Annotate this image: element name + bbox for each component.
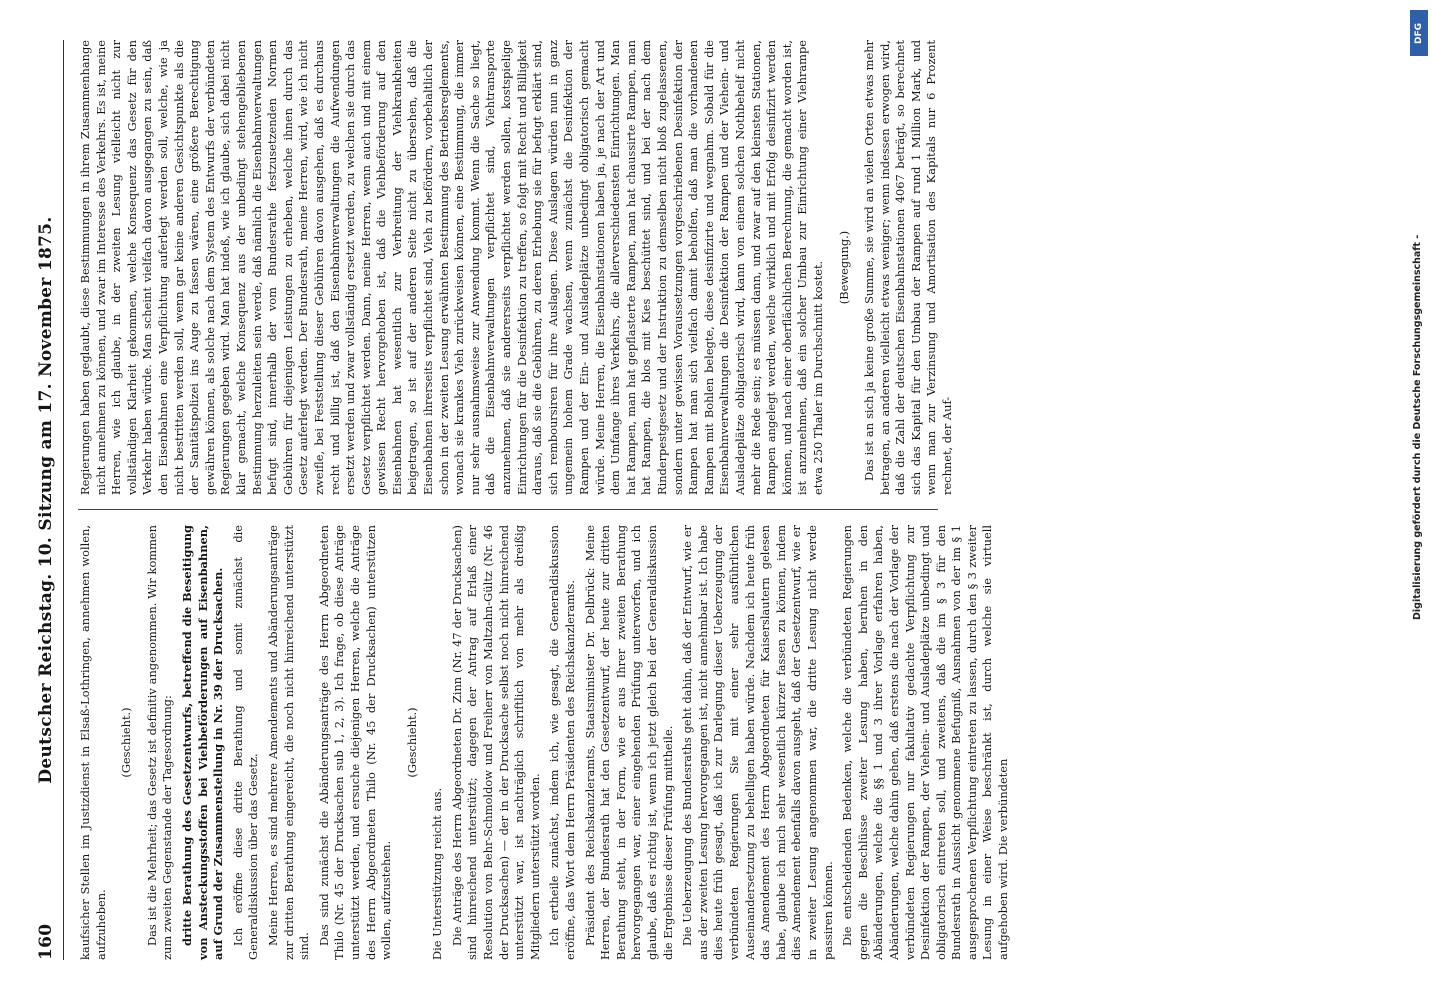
- page-number: 160: [36, 923, 56, 960]
- left-column: [78, 525, 1011, 960]
- agenda-item: dritte Berathung des Gesetzentwurfs, betreffend die Beseitigung von Ansteckungsstoffen bei Viehbeförderungen auf Eisenbahnen, auf Grund der Zusammenstellung in Nr. 39 der Drucksachen.: [179, 525, 226, 960]
- paragraph: Die entscheidenden Bedenken, welche die verbündeten Regierungen gegen die Beschlüsse zweiter Lesung haben, beruhen in den Abänderungen, welche die §§ 1 und 3 ihrer Vorlage erfahren haben, Abänderungen, welche dahin gehen, daß erstens die nach der Vorlage der verbündeten Regierungen nur fakultativ gedachte Verpflichtung zur Desinfektion der Rampen, der Viehein- und Ausladeplätze unbedingt und obligatorisch eintreten soll, und zweitens, daß die im § 3 für den Bundesrath in Aussicht genommene Befugniß, Ausnahmen von der im § 1 ausgesprochenen Verpflichtung eintreten zu lassen, durch den § 3 zweiter Lesung in einer Weise beschränkt ist, durch welche sie virtuell aufgehoben wird. Die verbündeten: [840, 525, 1011, 960]
- paragraph: Ich ertheile zunächst, indem ich, wie gesagt, die Generaldiskussion eröffne, das Wort dem Herrn Präsidenten des Reichskanzleramts.: [547, 525, 578, 960]
- stage-direction: (Bewegung.): [836, 230, 851, 305]
- page-title: Deutscher Reichstag. 10. Sitzung am 17. November 1875.: [36, 216, 56, 784]
- right-column: [78, 40, 955, 495]
- credit-text: Digitalisierung gefördert durch die Deutsche Forschungsgemeinschaft -: [1412, 234, 1423, 620]
- digitization-credit: [1408, 0, 1432, 1000]
- paragraph: Ich eröffne diese dritte Berathung und somit zunächst die Generaldiskussion über das Gesetz.: [230, 525, 261, 960]
- speech-paragraph: Präsident des Reichskanzleramts, Staatsminister Dr. Delbrück: Meine Herren, der Bundesrath hat den Gesetzentwurf, der heute zur dritten Berathung steht, in der Form, wie er aus Ihrer zweiten Berathung hervorgegangen war, einer eingehenden Prüfung unterworfen, und ich glaube, daß es richtig ist, wenn ich jetzt gleich bei der Generaldiskussion die Ergebnisse dieser Prüfung mittheile.: [582, 525, 675, 960]
- paragraph: kaufsicher Stellen im Justizdienst in Elsaß-Lothringen, annehmen wollen, aufzuheben.: [78, 525, 108, 960]
- header-rule: [63, 40, 64, 960]
- dfg-logo: DFG: [1410, 10, 1428, 56]
- paragraph: Das ist die Mehrheit; das Gesetz ist definitiv angenommen. Wir kommen zum zweiten Gegenstande der Tagesordnung:: [144, 525, 175, 960]
- paragraph: Die Ueberzeugung des Bundesraths geht dahin, daß der Entwurf, wie er aus der zweiten Lesung hervorgegangen ist, nicht annehmbar ist. Ich habe dies heute früh gesagt, daß ich zur Darlegung dieser Ueberzeugung der verbündeten Regierungen Sie mit einer sehr ausführlichen Auseinandersetzung zu behelligen haben würde. Nachdem ich heute früh das Amendement des Herrn Abgeordneten für Kaiserslautern gelesen habe, glaube ich mich sehr wesentlich kürzer fassen zu können, indem dies Amendement ebenfalls davon ausgeht, daß der Gesetzentwurf, wie er in zweiter Lesung angenommen war, die dritte Lesung nicht werde passiren können.: [680, 525, 835, 960]
- paragraph: Die Anträge des Herrn Abgeordneten Dr. Zinn (Nr. 47 der Drucksachen) sind hinreichend unterstützt; dagegen der Antrag auf Erlaß einer Resolution von Behr-Schmoldow und Freiherr von Maltzahn-Gültz (Nr. 46 der Drucksachen) — der in der Drucksache selbst noch nicht hinreichend unterstützt war, ist nachträglich schriftlich von mehr als dreißig Mitgliedern unterstützt worden.: [449, 525, 542, 960]
- paragraph: Die Unterstützung reicht aus.: [430, 787, 445, 960]
- page-header: [30, 40, 58, 960]
- paragraph: Regierungen haben geglaubt, diese Bestimmungen in ihrem Zusammenhange nicht annehmen zu können, und zwar im Interesse des Verkehrs. Es ist, meine Herren, wie ich glaube, in der zweiten Lesung vielleicht nicht zur vollständigen Klarheit gekommen, welche Konsequenz das Gesetz für den Verkehr haben würde. Man scheint vielfach davon ausgegangen zu sein, daß den Eisenbahnen eine Verpflichtung auferlegt werden soll, welche, wie ja nicht bestritten werden soll, wenn gar keine anderen Gesichtspunkte als die der Sanitätspolizei ins Auge zu fassen wären, eine größere Berechtigung gewähren können, als solche nach dem System des Entwurfs der verbündeten Regierungen gegeben wird. Man hat indeß, wie ich glaube, sich dabei nicht klar gemacht, welche Konsequenz aus der unbedingt stehengebliebenen Bestimmung herzuleiten sein werde, daß nämlich die Eisenbahnverwaltungen befugt sind, innerhalb der vom Bundesrathe festzusetzenden Normen Gebühren für diejenigen Leistungen zu erheben, welche ihnen durch das Gesetz auferlegt werden. Der Bundesrath, meine Herren, wird, wie ich nicht zweifle, bei Feststellung dieser Gebühren davon ausgehen, daß es durchaus recht und billig ist, daß den Eisenbahnverwaltungen die Aufwendungen ersetzt werden und zwar vollständig ersetzt werden, zu welchen sie durch das Gesetz verpflichtet werden. Dann, meine Herren, wenn auch und mit einem gewissen Recht hervorgehoben ist, daß die Viehbeförderung auf den Eisenbahnen hat wesentlich zur Verbreitung der Viehkrankheiten beigetragen, so ist auf der anderen Seite nicht zu übersehen, daß die Eisenbahnen ihrerseits verpflichtet sind, Vieh zu befördern, vorbehaltlich der schon in der zweiten Lesung erwähnten Bestimmung des Betriebsreglements, wonach sie krankes Vieh zurückweisen können, eine Bestimmung, die immer nur sehr ausnahmsweise zur Anwendung kommt. Wenn die Sache so liegt, daß die Eisenbahnverwaltungen verpflichtet sind, Viehtransporte anzunehmen, daß sie andererseits verpflichtet werden sollen, kostspielige Einrichtungen für die Desinfektion zu treffen, so folgt mit Recht und Billigkeit daraus, daß sie die Gebühren, zu deren Erhebung sie für befugt erklärt sind, sich remboursiren für ihre Auslagen. Diese Auslagen würden nun in ganz ungemein hohem Grade wachsen, wenn zunächst die Desinfektion der Rampen und der Ein- und Ausladeplätze unbedingt obligatorisch gemacht würde. Meine Herren, die Eisenbahnstationen haben ja, je nach der Art und dem Umfange ihres Verkehrs, die allerverschiedensten Einrichtungen. Man hat Rampen, man hat gepflasterte Rampen, man hat chaussirte Rampen, man hat Rampen, die blos mit Kies beschüttet sind, und bei der nach dem Rinderpestgesetz und der Instruktion zu demselben nicht bloß zugelassenen, sondern unter gewissen Voraussetzungen vorgeschriebenen Desinfektion der Rampen hat man sich vielfach damit beholfen, daß man die vorhandenen Rampen mit Bohlen belegte, diese desinfizirte und wegnahm. Sobald für die Eisenbahnverwaltungen die Desinfektion der Rampen und der Viehein- und Ausladeplätze obligatorisch wird, kann von einem solchen Nothbehelf nicht mehr die Rede sein; es müssen dann, und zwar auf den kleinsten Stationen, Rampen angelegt werden, welche wirklich und mit Erfolg desinfizirt werden können, und nach einer oberflächlichen Berechnung, die gemacht worden ist, ist anzunehmen, daß ein solcher Umbau zur Einrichtung einer Viehrampe etwa 250 Thaler im Durchschnitt kostet.: [78, 40, 825, 495]
- paragraph: Das sind zunächst die Abänderungsanträge des Herrn Abgeordneten Thilo (Nr. 45 der Drucksachen sub 1, 2, 3). Ich frage, ob diese Anträge unterstützt werden, und ersuche diejenigen Herren, welche die Anträge des Herrn Abgeordneten Thilo (Nr. 45 der Drucksachen) unterstützen wollen, aufzustehen.: [316, 525, 394, 960]
- paragraph: Meine Herren, es sind mehrere Amendements und Abänderungsanträge zur dritten Berathung eingereicht, die noch nicht hinreichend unterstützt sind.: [265, 525, 312, 960]
- paragraph: Das ist an sich ja keine große Summe, sie wird an vielen Orten etwas mehr betragen, an anderen vielleicht etwas weniger; wenn indessen erwogen wird, daß die Zahl der deutschen Eisenbahnstationen 4067 beträgt, so berechnet sich das Kapital für den Umbau der Rampen auf rund 1 Million Mark, und wenn man zur Verzinsung und Amortisation des Kapitals nur 6 Prozent rechnet, der Auf-: [862, 40, 955, 495]
- stage-direction: (Geschieht.): [404, 707, 419, 778]
- column-divider: [78, 509, 938, 510]
- stage-direction: (Geschieht.): [119, 707, 134, 778]
